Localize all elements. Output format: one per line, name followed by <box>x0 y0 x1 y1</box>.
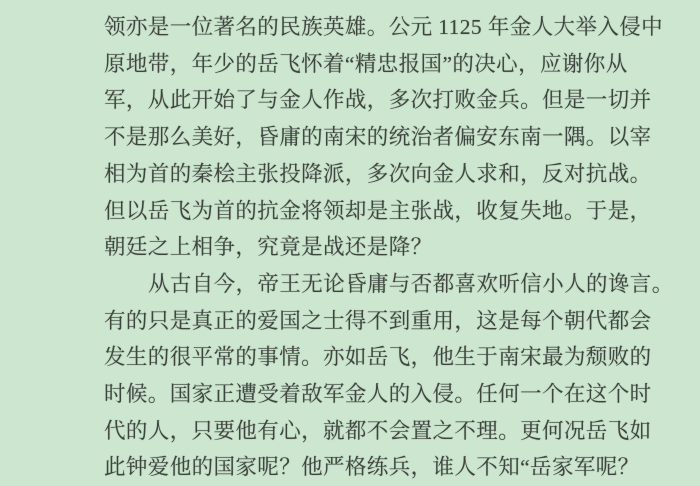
text-line: 军，从此开始了与金人作战，多次打败金兵。但是一切并 <box>104 88 652 113</box>
text-line: 相为首的秦桧主张投降派，多次向金人求和，反对抗战。 <box>104 161 652 186</box>
text-line: 原地带，年少的岳飞怀着“精忠报国”的决心，应谢你从 <box>104 51 628 76</box>
text-line: 代的人，只要他有心，就都不会置之不理。更何况岳飞如 <box>104 418 652 443</box>
text-line: 时候。国家正遭受着敌军金人的入侵。任何一个在这个时 <box>104 382 652 407</box>
text-line: 领亦是一位著名的民族英雄。公元 1125 年金人大举入侵中 <box>104 15 664 39</box>
text-line-paragraph-start: 从古自今，帝王无论昏庸与否都喜欢听信小人的谗言。 <box>148 271 674 296</box>
text-line: 发生的很平常的事情。亦如岳飞，他生于南宋最为颓败的 <box>104 345 652 370</box>
text-line: 朝廷之上相争，究竟是战还是降？ <box>104 235 433 260</box>
text-line: 此钟爱他的国家呢？他严格练兵，谁人不知“岳家军呢？ <box>104 455 640 480</box>
text-line: 不是那么美好，昏庸的南宋的统治者偏安东南一隅。以宰 <box>104 125 652 150</box>
essay-text-block <box>104 9 674 486</box>
text-line: 但以岳飞为首的抗金将领却是主张战，收复失地。于是， <box>104 198 652 223</box>
text-line: 有的只是真正的爱国之士得不到重用，这是每个朝代都会 <box>104 308 652 333</box>
